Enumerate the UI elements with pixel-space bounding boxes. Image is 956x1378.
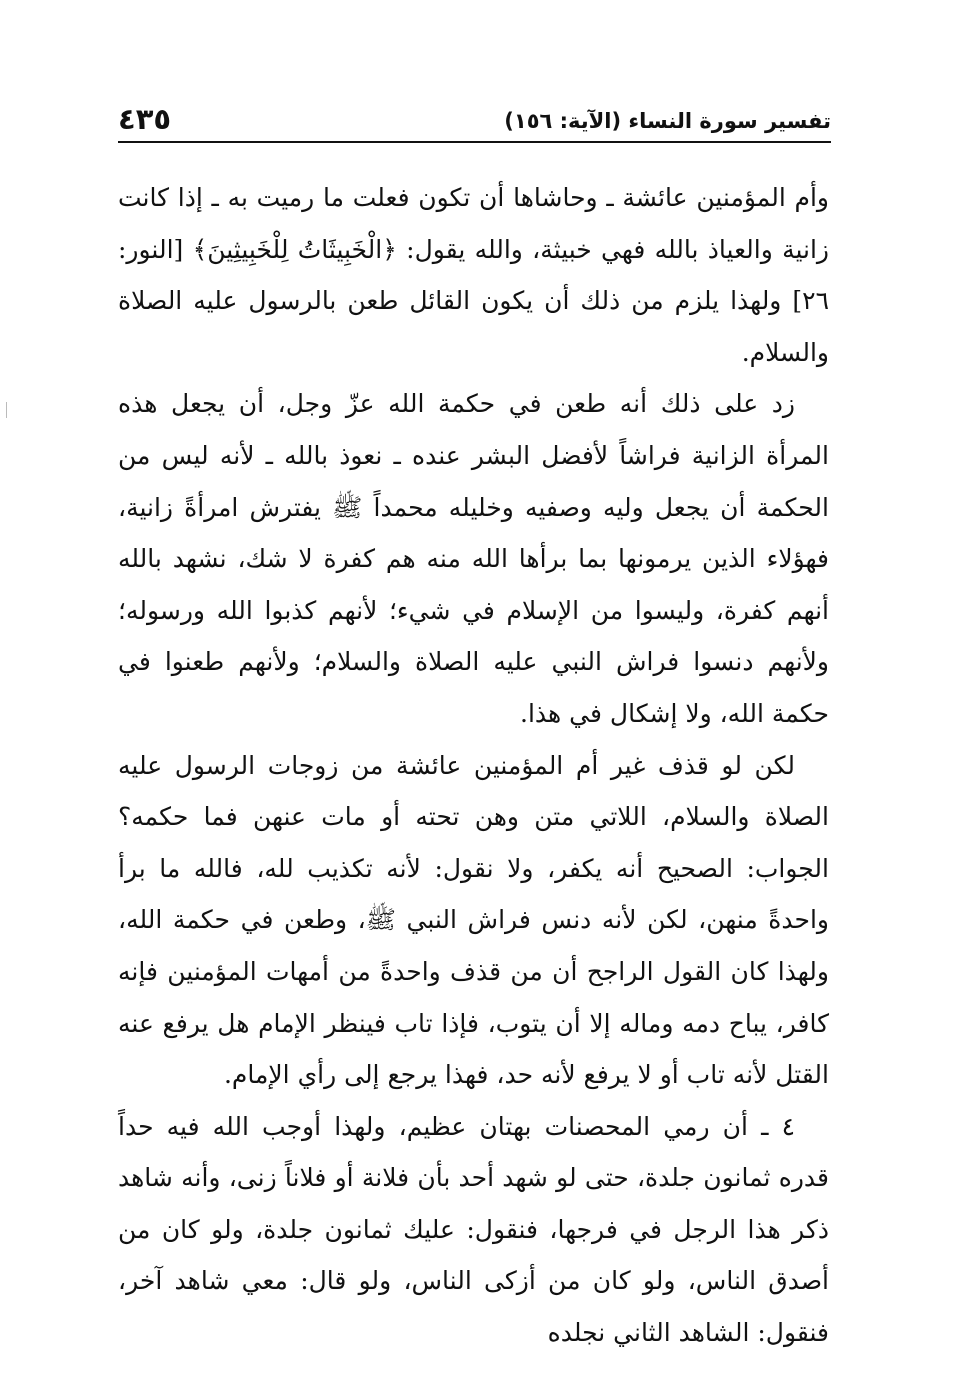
paragraph-1: وأم المؤمنين عائشة ـ وحاشاها أن تكون فعلت ما رميت به ـ إذا كانت زانية والعياذ بالله فهي خبيثة، والله يقول: ﴿الْخَبِيثَاتُ لِلْخَبِيثِينَ﴾ [النور: ٢٦] ولهذا يلزم من ذلك أن يكون القائل طعن بالرسول عليه الصلاة والسلام. xyxy=(118,183,829,367)
page-header xyxy=(118,92,831,138)
paragraph-3: لكن لو قذف غير أم المؤمنين عائشة من زوجات الرسول عليه الصلاة والسلام، اللاتي متن وهن تحته أو مات عنهن فما حكمه؟ الجواب: الصحيح أنه يكفر، ولا نقول: لأنه تكذيب لله، فالله ما برأ واحدةً منهن، لكن لأنه دنس فراش النبي ﷺ، وطعن في حكمة الله، ولهذا كان القول الراجح أن من قذف واحدةً من أمهات المؤمنين فإنه كافر، يباح دمه وماله إلا أن يتوب، فإذا تاب فينظر الإمام هل يرفع عنه القتل لأنه تاب أو لا يرفع لأنه حد، فهذا يرجع إلى رأي الإمام. xyxy=(118,750,829,1090)
header-rule xyxy=(118,141,831,143)
page-number: ٤٣٥ xyxy=(118,102,172,136)
scan-margin-mark xyxy=(6,402,7,418)
body-text xyxy=(118,172,829,1359)
paragraph-4: ٤ ـ أن رمي المحصنات بهتان عظيم، ولهذا أوجب الله فيه حداً قدره ثمانون جلدة، حتى لو شهد أحد بأن فلانة أو فلاناً زنى، وأنه شاهد ذكر هذا الرجل في فرجها، فنقول: عليك ثمانون جلدة، ولو كان من أصدق الناس، ولو كان من أزكى الناس، ولو قال: معي شاهد آخر، فنقول: الشاهد الثاني نجلده xyxy=(118,1111,829,1348)
running-title: تفسير سورة النساء (الآية: ١٥٦) xyxy=(504,109,831,133)
paragraph-2: زد على ذلك أنه طعن في حكمة الله عزّ وجل، أن يجعل هذه المرأة الزانية فراشاً لأفضل البشر عنده ـ نعوذ بالله ـ لأنه ليس من الحكمة أن يجعل وليه وصفيه وخليله محمداً ﷺ يفترش امرأةً زانية، فهؤلاء الذين يرمونها بما برأها الله منه هم كفرة لا شك، نشهد بالله أنهم كفرة، وليسوا من الإسلام في شيء؛ لأنهم كذبوا الله ورسوله؛ ولأنهم دنسوا فراش النبي عليه الصلاة والسلام؛ ولأنهم طعنوا في حكمة الله، ولا إشكال في هذا. xyxy=(118,389,829,728)
